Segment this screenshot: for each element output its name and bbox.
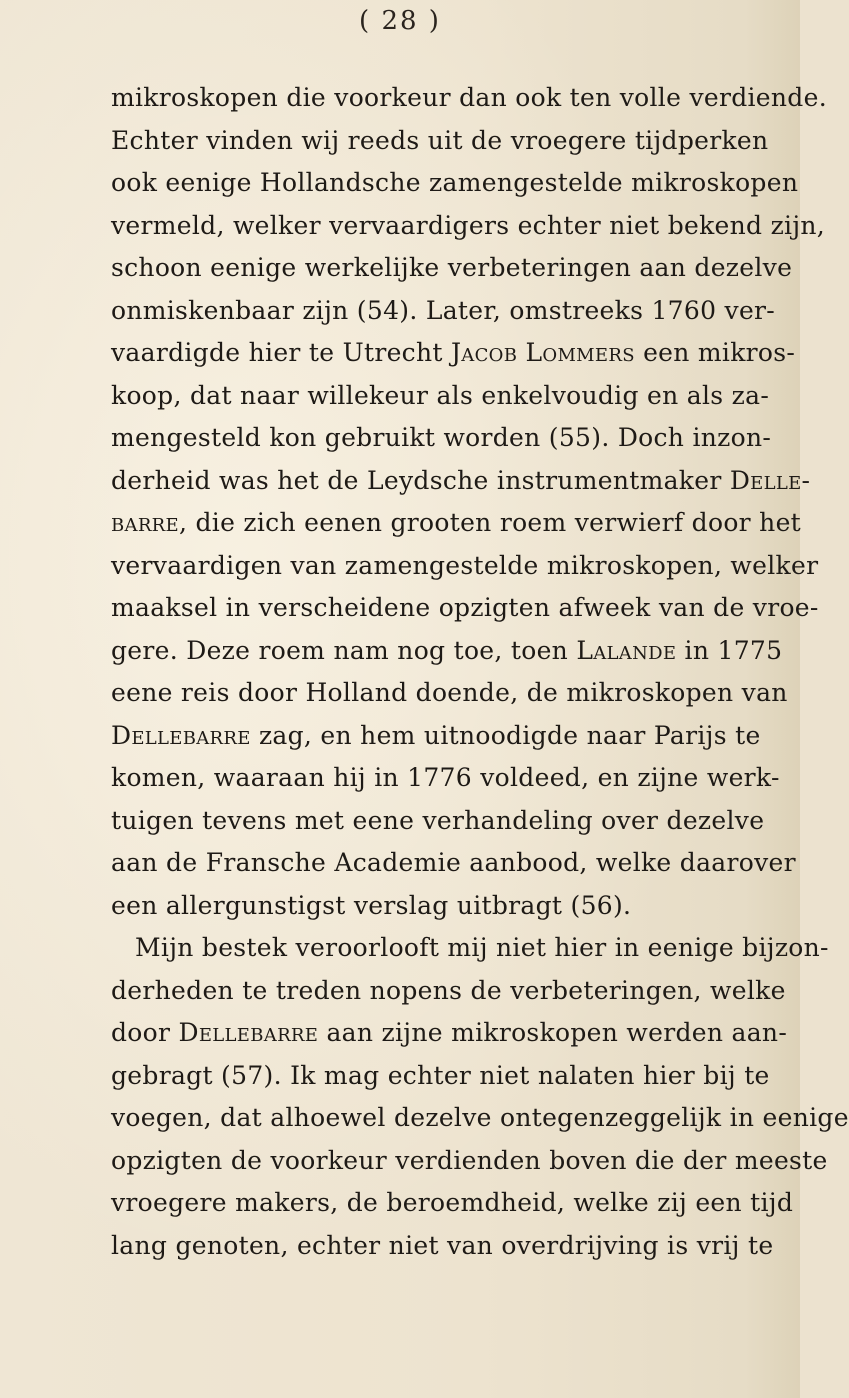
text-segment: derheid was het de Leydsche instrumentmaker [111,465,730,495]
text-segment: maaksel in verscheidene opzigten afweek van de vroe- [111,593,819,622]
text-segment: gere. Deze roem nam nog toe, toen [111,635,577,665]
text-segment: , die zich eenen grooten roem verwierf door het [178,508,802,537]
text-segment: zag, en hem uitnoodigde naar Parijs te [250,720,761,750]
text-segment: vervaardigen van zamengestelde mikroskopen, welker [111,550,819,580]
text-segment: Echter vinden wij reeds uit de vroegere tijdperken [111,125,769,155]
text-line [111,205,826,248]
text-line [111,672,788,715]
text-segment: tuigen tevens met eene verhandeling over dezelve [111,805,765,835]
person-name: Jacob Lommers [450,338,635,367]
text-segment: voegen, dat alhoewel dezelve ontegenzeggelijk in eenige [111,1103,849,1132]
text-line [111,715,761,758]
text-line [111,1055,770,1098]
text-line [111,1225,774,1268]
text-line [111,1140,828,1183]
text-line [111,1097,849,1140]
text-line [111,375,770,418]
text-segment: vroegere makers, de beroemdheid, welke zij een tijd [111,1188,794,1217]
text-segment: gebragt (57). Ik mag echter niet nalaten hier bij te [111,1060,770,1090]
text-line [111,885,729,928]
person-name: Dellebarre [178,1018,319,1047]
text-segment: vermeld, welker vervaardigers echter niet bekend zijn, [111,210,826,240]
text-segment: mengesteld kon gebruikt worden (55). Doch inzon- [111,423,772,452]
text-segment: schoon eenige werkelijke verbeteringen aan dezelve [111,253,793,282]
person-name: Dellebarre [111,720,251,750]
text-line [111,1012,788,1055]
text-line [111,120,769,163]
text-line [111,1182,794,1225]
text-segment: een mikros- [634,338,796,367]
text-segment: derheden te treden nopens de verbeteringen, welke [111,975,786,1005]
text-segment: een allergunstigst verslag uitbragt (56). [111,890,632,920]
text-segment: in 1775 [676,635,783,665]
person-name: barre [111,508,179,537]
text-line [111,460,811,503]
text-segment: koop, dat naar willekeur als enkelvoudig en als za- [111,380,770,410]
text-segment: ook eenige Hollandsche zamengestelde mikroskopen [111,168,799,197]
text-line [111,927,829,970]
text-line [111,290,776,333]
text-line [111,77,827,120]
text-segment: aan de Fransche Academie aanbood, welke daarover [111,848,796,877]
text-segment: opzigten de voorkeur verdienden boven die der meeste [111,1145,828,1175]
text-line [111,587,819,630]
text-line [111,247,793,290]
text-segment: Mijn bestek veroorlooft mij niet hier in eenige bijzon- [135,933,829,962]
person-name: Delle- [729,465,811,495]
text-line [111,332,796,375]
page-number: ( 28 ) [359,6,441,36]
text-line [111,630,783,673]
text-segment: door [111,1018,179,1047]
text-line [111,162,799,205]
text-line [111,502,802,545]
text-segment: eene reis door Holland doende, de mikroskopen van [111,678,788,707]
text-line [111,970,786,1013]
text-segment: onmiskenbaar zijn (54). Later, omstreeks 1760 ver- [111,295,776,325]
text-line [111,800,765,843]
text-segment: komen, waaraan hij in 1776 voldeed, en zijne werk- [111,763,780,792]
person-name: Lalande [576,635,677,665]
text-segment: mikroskopen die voorkeur dan ook ten volle verdiende. [111,83,827,112]
text-segment: vaardigde hier te Utrecht [111,338,451,367]
text-line [111,545,819,588]
text-segment: aan zijne mikroskopen werden aan- [318,1018,788,1047]
text-segment: lang genoten, echter niet van overdrijving is vrij te [111,1230,774,1260]
body-text [111,77,849,1267]
text-line [111,757,780,800]
text-line [111,842,796,885]
text-line [111,417,772,460]
